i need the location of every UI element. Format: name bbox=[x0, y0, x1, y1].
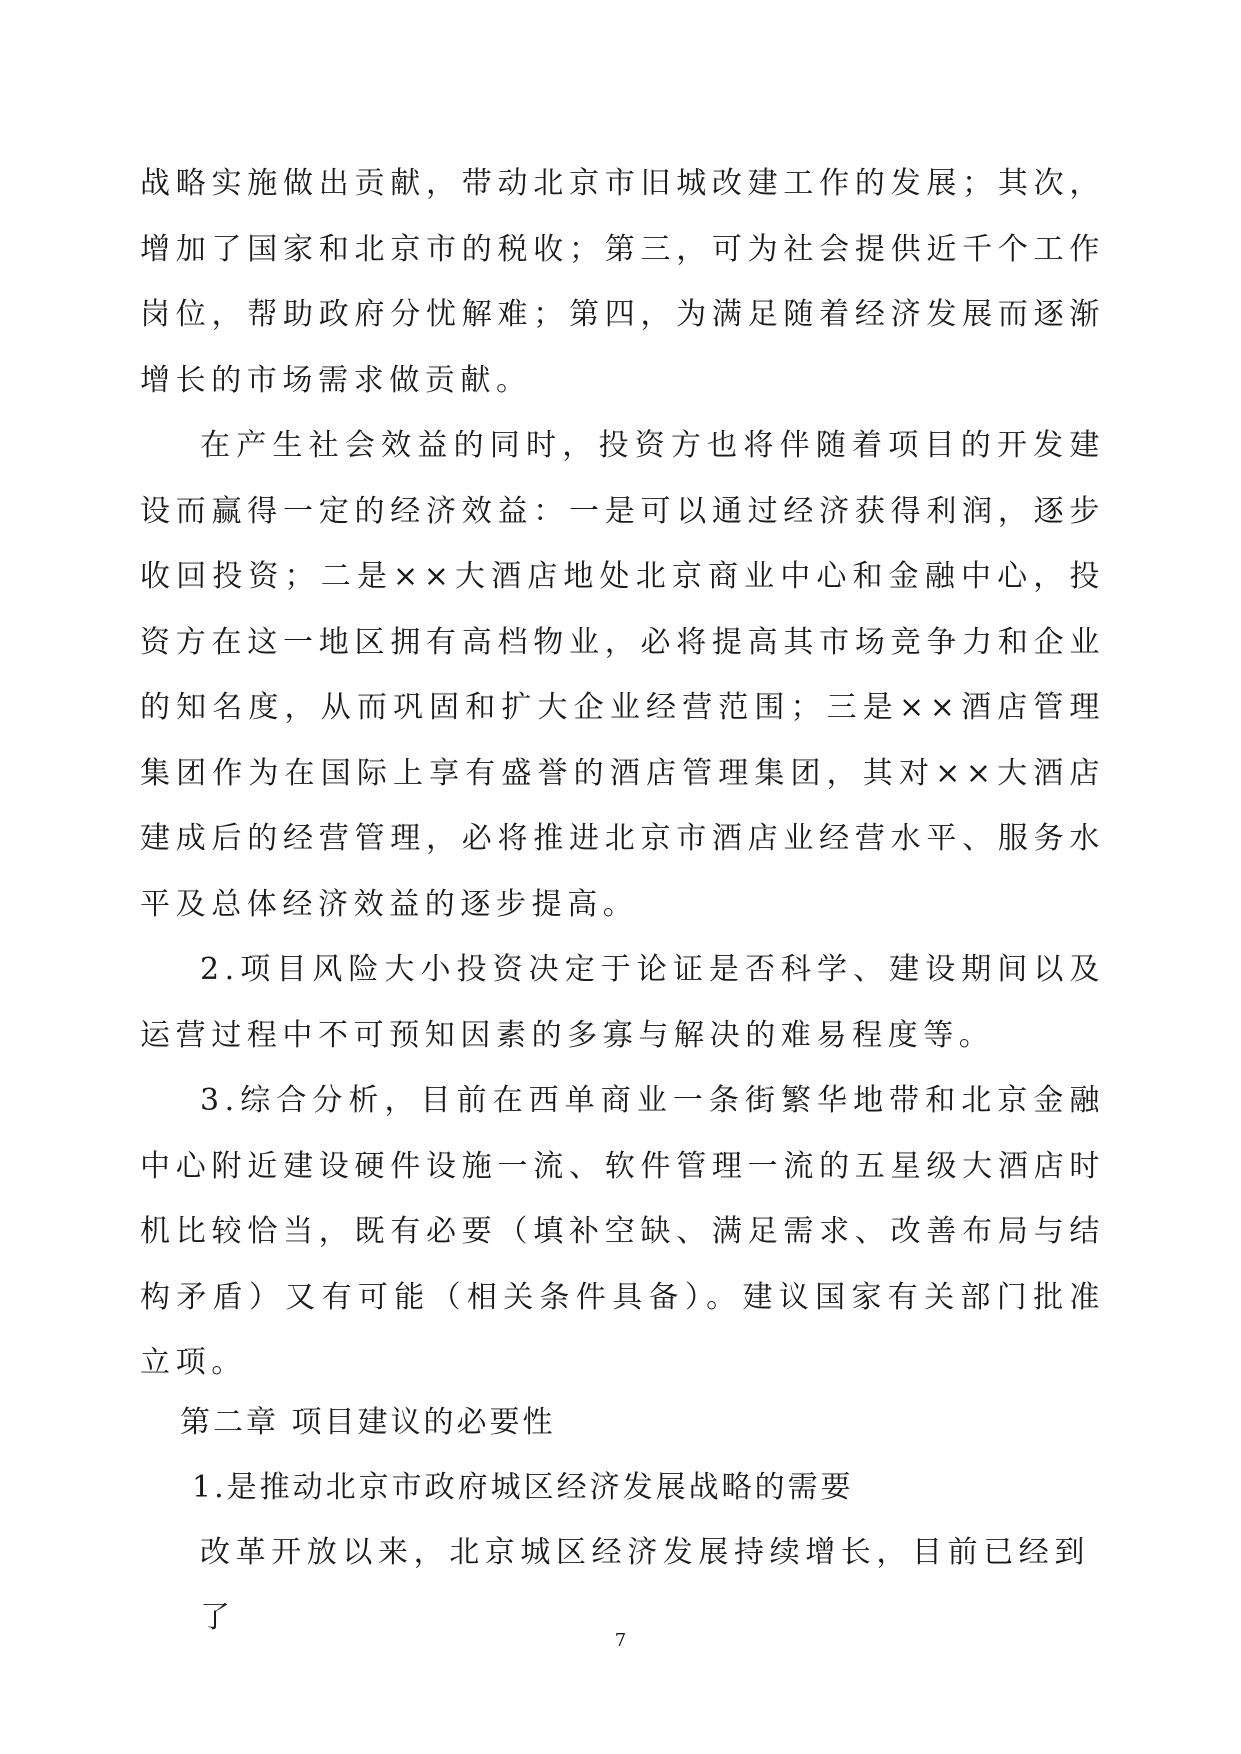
chapter-heading: 第二章 项目建议的必要性 bbox=[180, 1405, 556, 1440]
body-text bbox=[140, 151, 1105, 1396]
section-subheading: 1.是推动北京市政府城区经济发展战略的需要 bbox=[192, 1470, 854, 1505]
paragraph-social-benefits: 战略实施做出贡献，带动北京市旧城改建工作的发展；其次，增加了国家和北京市的税收；第三，可为社会提供近千个工作岗位，帮助政府分忧解难；第四，为满足随着经济发展而逐渐增长的市场需求做贡献。 bbox=[140, 166, 1105, 398]
page-number: 7 bbox=[614, 1630, 627, 1651]
paragraph-project-risk: 2.项目风险大小投资决定于论证是否科学、建设期间以及运营过程中不可预知因素的多寡与解决的难易程度等。 bbox=[140, 952, 1105, 1053]
paragraph-economic-benefits: 在产生社会效益的同时，投资方也将伴随着项目的开发建设而赢得一定的经济效益：一是可以通过经济获得利润，逐步收回投资；二是××大酒店地处北京商业中心和金融中心，投资方在这一地区拥有高档物业，必将提高其市场竞争力和企业的知名度，从而巩固和扩大企业经营范围；三是××酒店管理集团作为在国际上享有盛誉的酒店管理集团，其对××大酒店建成后的经营管理，必将推进北京市酒店业经营水平、服务水平及总体经济效益的逐步提高。 bbox=[140, 428, 1105, 922]
paragraph-comprehensive-analysis: 3.综合分析，目前在西单商业一条街繁华地带和北京金融中心附近建设硬件设施一流、软件管理一流的五星级大酒店时机比较恰当，既有必要（填补空缺、满足需求、改善布局与结构矛盾）又有可能（相关条件具备）。建议国家有关部门批准立项。 bbox=[140, 1083, 1105, 1380]
chapter-two-section bbox=[140, 1390, 1105, 1650]
paragraph-continuation: 改革开放以来，北京城区经济发展持续增长，目前已经到了 bbox=[200, 1535, 1090, 1635]
